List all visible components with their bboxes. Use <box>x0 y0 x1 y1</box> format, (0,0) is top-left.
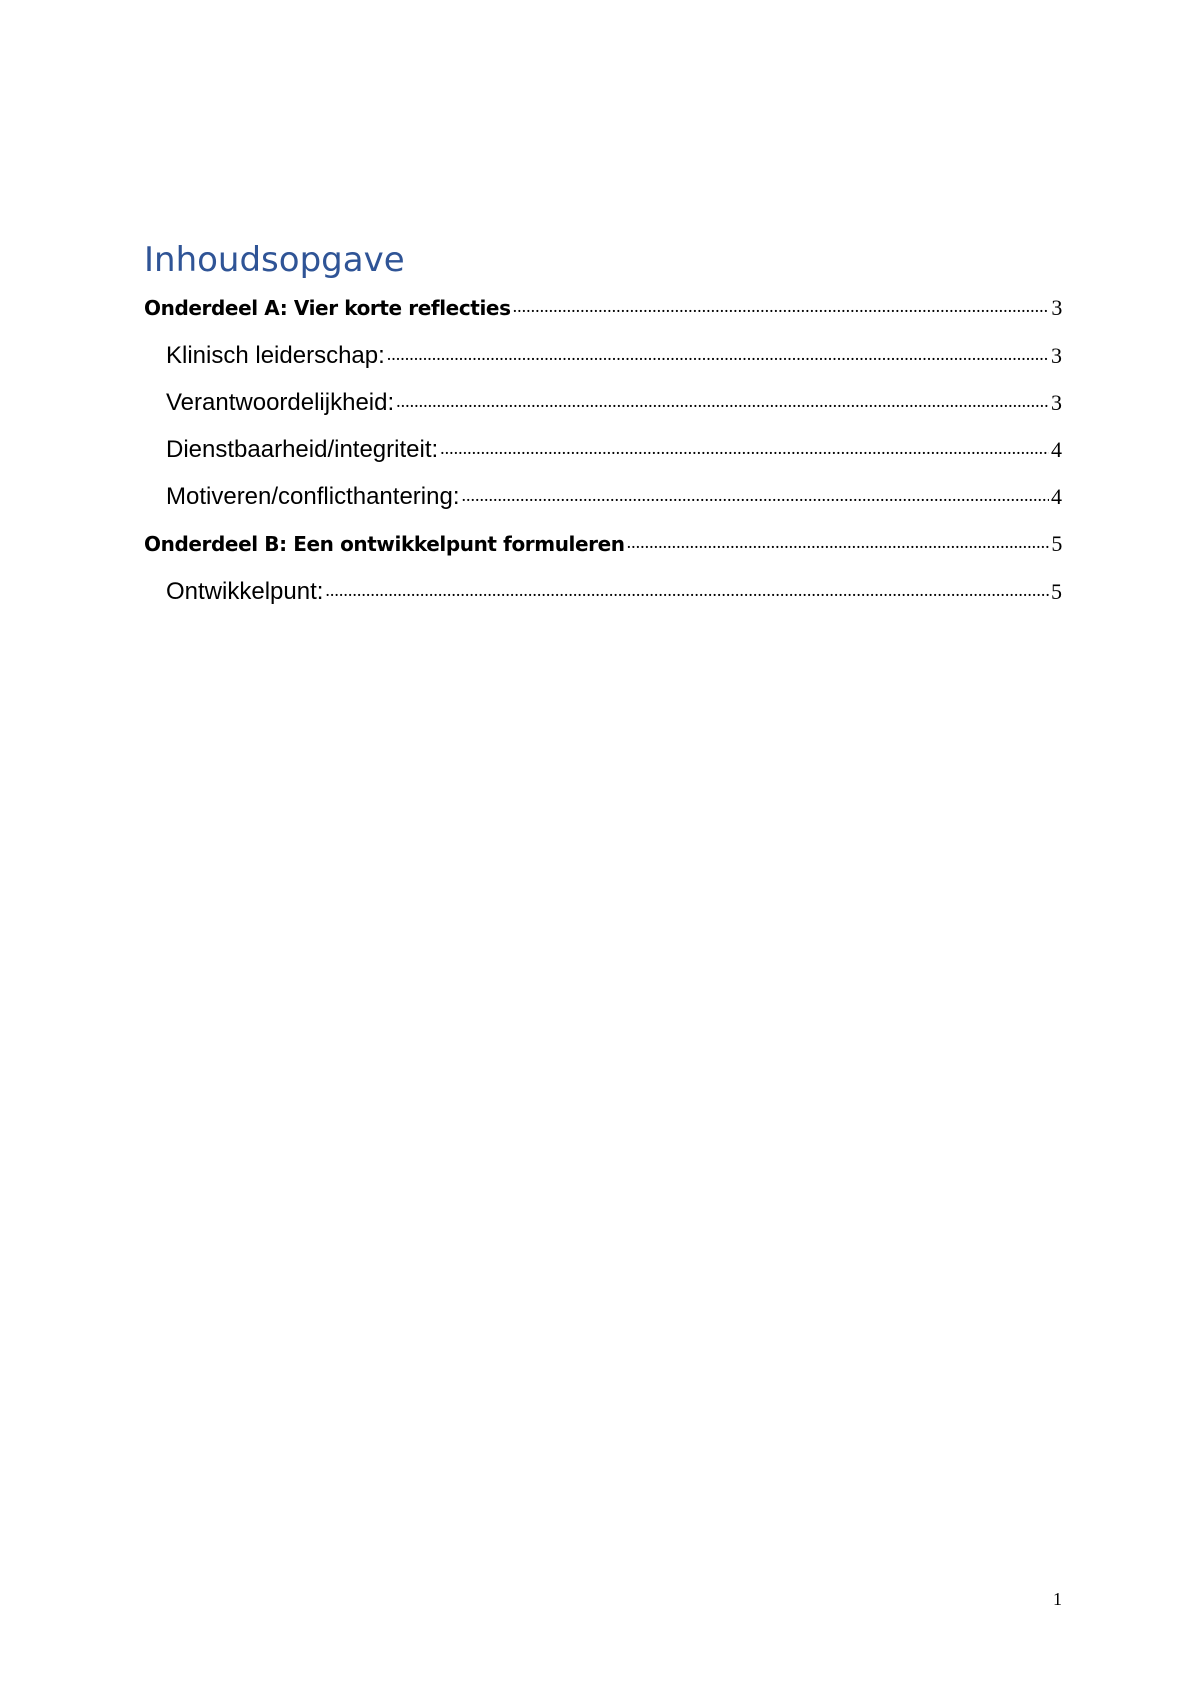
toc-entry-label: Ontwikkelpunt: <box>166 578 324 605</box>
toc-entry-page-number: 4 <box>1051 484 1062 509</box>
toc-entry-onderdeel-b[interactable] <box>144 520 1062 568</box>
toc-entry-label: Onderdeel A: Vier korte reflecties <box>144 296 511 320</box>
toc-entry-label: Klinisch leiderschap: <box>166 342 385 369</box>
toc-title: Inhoudsopgave <box>144 240 405 280</box>
toc-entry-page-number: 5 <box>1051 531 1062 556</box>
toc-entry-onderdeel-a[interactable] <box>144 284 1062 332</box>
toc-entry-page-number: 3 <box>1051 343 1062 368</box>
toc-entry-label: Verantwoordelijkheid: <box>166 389 395 416</box>
toc-dot-leader <box>396 386 1049 410</box>
toc-entry-dienstbaarheid-integriteit[interactable] <box>144 426 1062 473</box>
toc-entry-page-number: 4 <box>1051 437 1062 462</box>
toc-entry-label: Dienstbaarheid/integriteit: <box>166 436 439 463</box>
toc-entry-verantwoordelijkheid[interactable] <box>144 379 1062 426</box>
toc-dot-leader <box>440 433 1049 457</box>
toc-entry-ontwikkelpunt[interactable] <box>144 568 1062 615</box>
toc-entry-label: Onderdeel B: Een ontwikkelpunt formuleren <box>144 532 625 556</box>
toc-dot-leader <box>325 575 1049 599</box>
toc-dot-leader <box>513 295 1050 315</box>
toc-entry-label: Motiveren/conflicthantering: <box>166 483 460 510</box>
toc-entry-page-number: 3 <box>1051 295 1062 320</box>
page-number: 1 <box>1053 1589 1062 1609</box>
table-of-contents <box>144 236 1062 615</box>
toc-entry-page-number: 5 <box>1051 579 1062 604</box>
toc-dot-leader <box>461 480 1049 504</box>
toc-entry-motiveren-conflicthantering[interactable] <box>144 473 1062 520</box>
toc-dot-leader <box>387 339 1049 363</box>
toc-entry-klinisch-leiderschap[interactable] <box>144 332 1062 379</box>
toc-dot-leader <box>627 531 1050 551</box>
toc-list <box>144 284 1062 615</box>
toc-entry-page-number: 3 <box>1051 390 1062 415</box>
